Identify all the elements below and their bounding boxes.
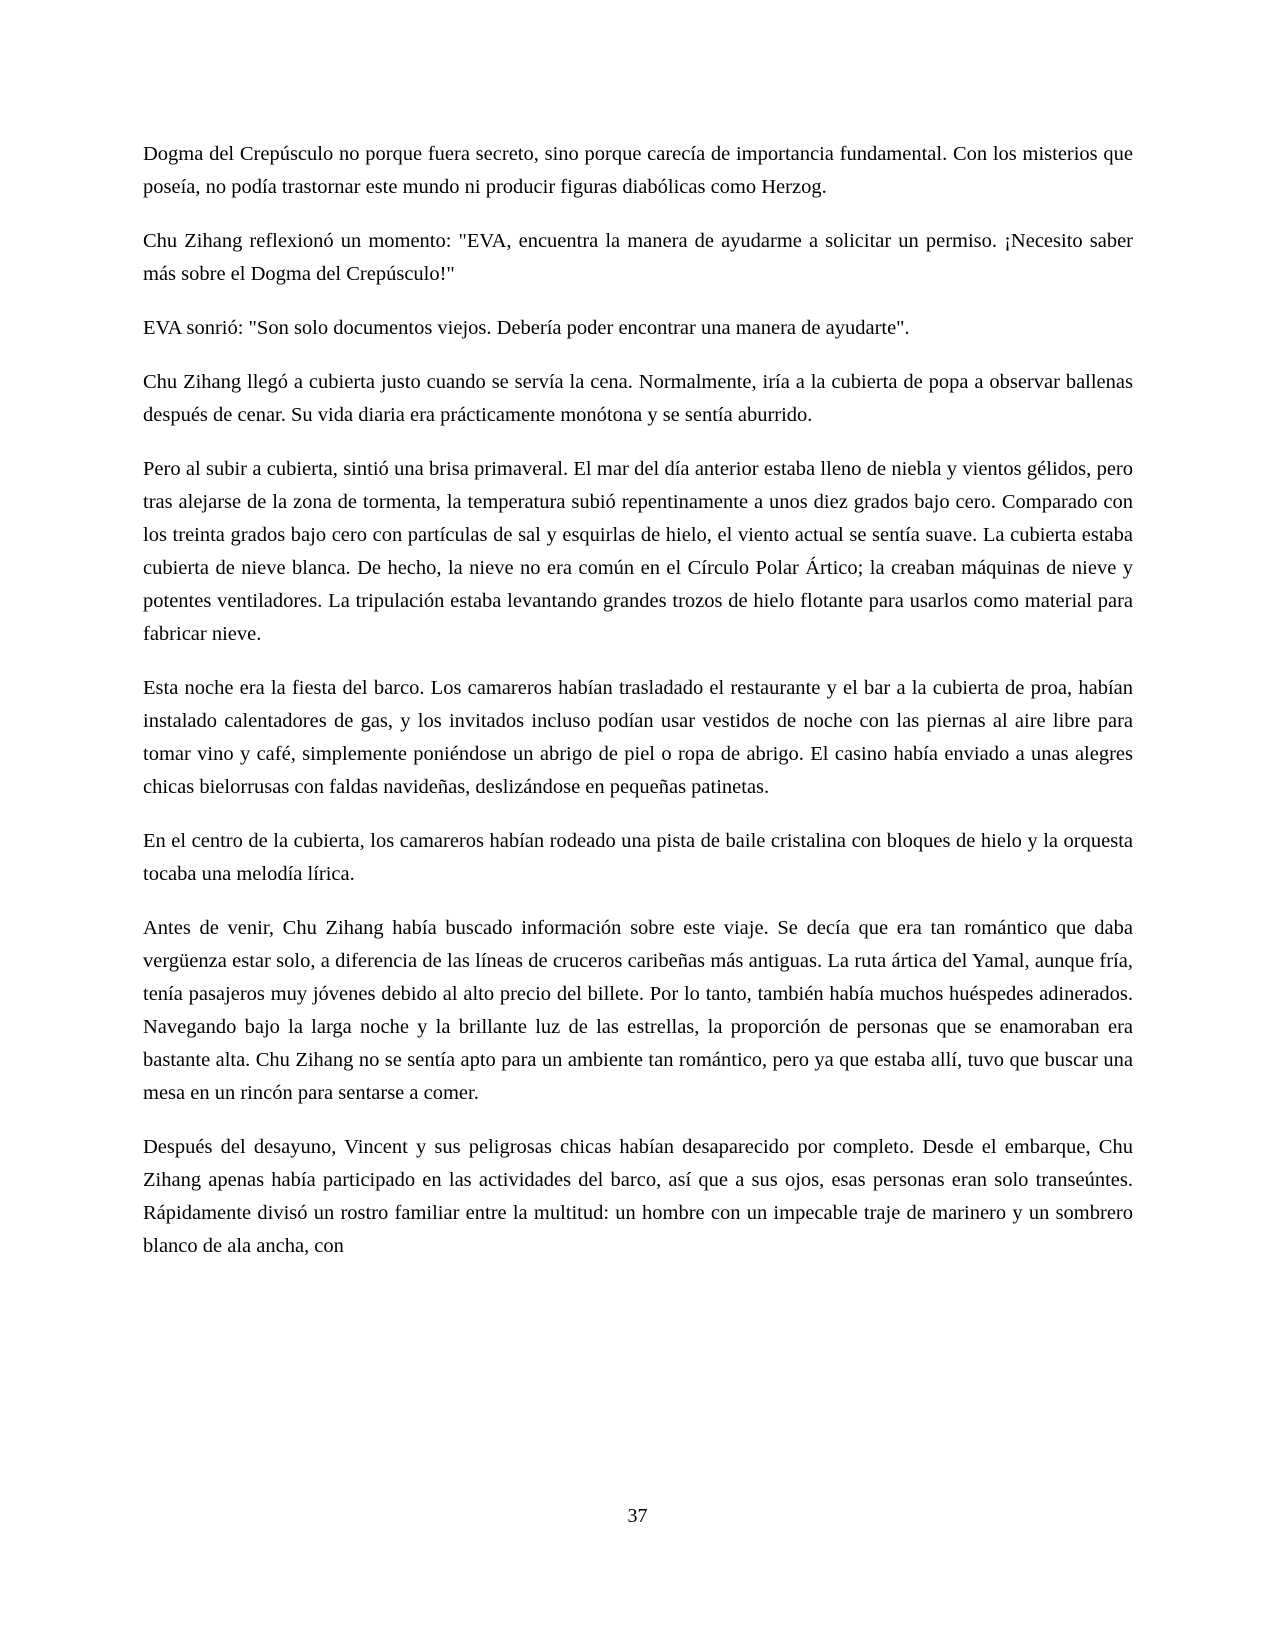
- paragraph: Antes de venir, Chu Zihang había buscado información sobre este viaje. Se decía que era tan romántico que daba vergüenza estar solo, a diferencia de las líneas de cruceros caribeñas más antiguas. La ruta ártica del Yamal, aunque fría, tenía pasajeros muy jóvenes debido al alto precio del billete. Por lo tanto, también había muchos huéspedes adinerados. Navegando bajo la larga noche y la brillante luz de las estrellas, la proporción de personas que se enamoraban era bastante alta. Chu Zihang no se sentía apto para un ambiente tan romántico, pero ya que estaba allí, tuvo que buscar una mesa en un rincón para sentarse a comer.: [143, 917, 1133, 1104]
- paragraph: Chu Zihang llegó a cubierta justo cuando se servía la cena. Normalmente, iría a la cubierta de popa a observar ballenas después de cenar. Su vida diaria era prácticamente monótona y se sentía aburrido.: [143, 371, 1133, 426]
- paragraph: Dogma del Crepúsculo no porque fuera secreto, sino porque carecía de importancia fundamental. Con los misterios que poseía, no podía trastornar este mundo ni producir figuras diabólicas como Herzog.: [143, 143, 1133, 198]
- paragraph: Pero al subir a cubierta, sintió una brisa primaveral. El mar del día anterior estaba lleno de niebla y vientos gélidos, pero tras alejarse de la zona de tormenta, la temperatura subió repentinamente a unos diez grados bajo cero. Comparado con los treinta grados bajo cero con partículas de sal y esquirlas de hielo, el viento actual se sentía suave. La cubierta estaba cubierta de nieve blanca. De hecho, la nieve no era común en el Círculo Polar Ártico; la creaban máquinas de nieve y potentes ventiladores. La tripulación estaba levantando grandes trozos de hielo flotante para usarlos como material para fabricar nieve.: [143, 458, 1133, 645]
- paragraph: EVA sonrió: "Son solo documentos viejos. Debería poder encontrar una manera de ayudarte".: [143, 317, 910, 339]
- paragraph: Esta noche era la fiesta del barco. Los camareros habían trasladado el restaurante y el bar a la cubierta de proa, habían instalado calentadores de gas, y los invitados incluso podían usar vestidos de noche con las piernas al aire libre para tomar vino y café, simplemente poniéndose un abrigo de piel o ropa de abrigo. El casino había enviado a unas alegres chicas bielorrusas con faldas navideñas, deslizándose en pequeñas patinetas.: [143, 677, 1133, 798]
- paragraph: Chu Zihang reflexionó un momento: "EVA, encuentra la manera de ayudarme a solicitar un permiso. ¡Necesito saber más sobre el Dogma del Crepúsculo!": [143, 230, 1133, 285]
- paragraph: En el centro de la cubierta, los camareros habían rodeado una pista de baile cristalina con bloques de hielo y la orquesta tocaba una melodía lírica.: [143, 830, 1133, 885]
- text-body: [143, 138, 1133, 1284]
- paragraph: Después del desayuno, Vincent y sus peligrosas chicas habían desaparecido por completo. Desde el embarque, Chu Zihang apenas había participado en las actividades del barco, así que a sus ojos, esas personas eran solo transeúntes. Rápidamente divisó un rostro familiar entre la multitud: un hombre con un impecable traje de marinero y un sombrero blanco de ala ancha, con: [143, 1136, 1133, 1257]
- page-number: 37: [627, 1505, 648, 1527]
